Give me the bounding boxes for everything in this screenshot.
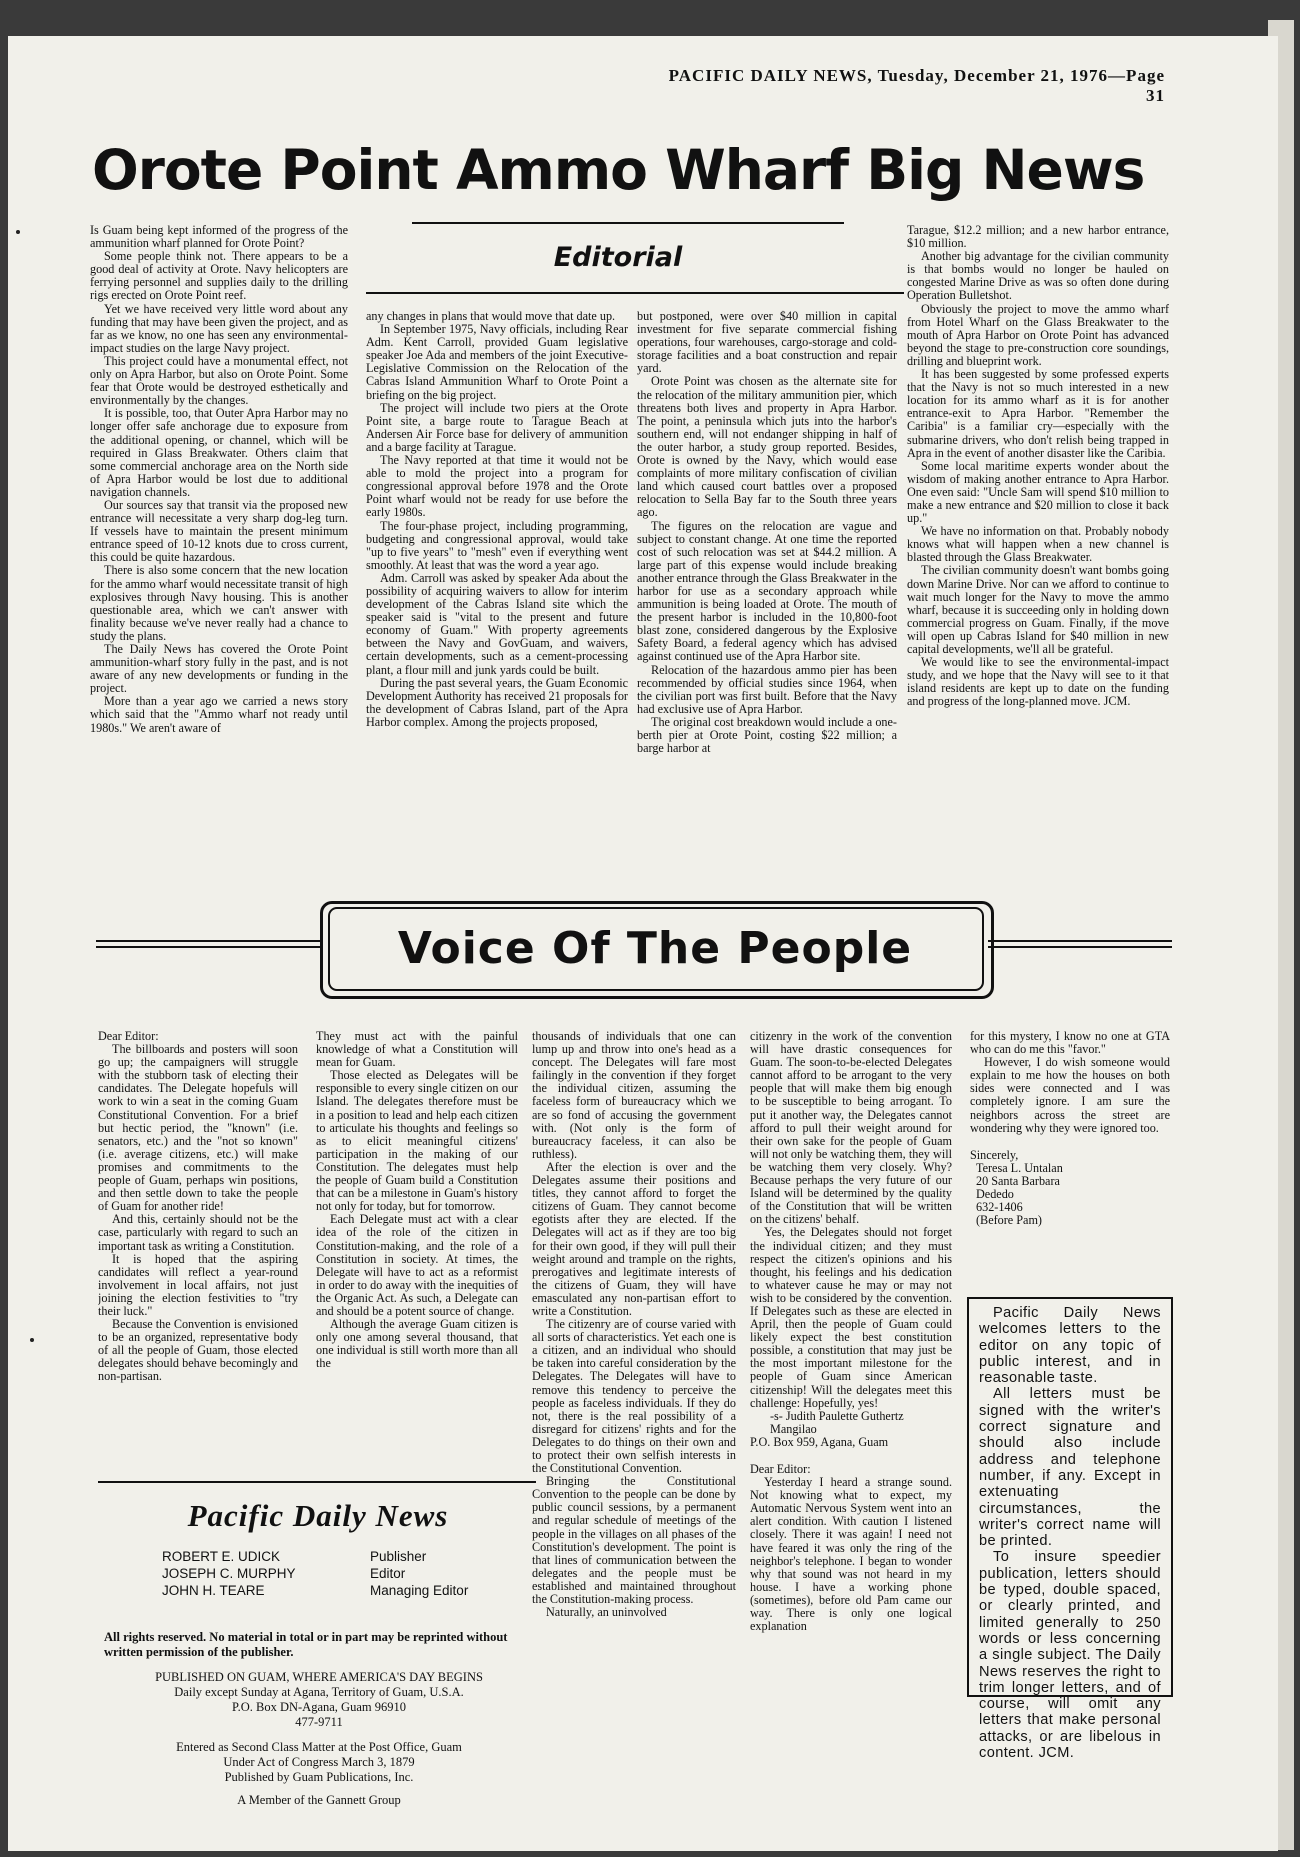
editorial-column-1	[90, 224, 348, 876]
paragraph: It has been suggested by some professed experts that the Navy is not so much interested in a new location for its ammo wharf as it is for another entrance-exit to Apra Harbor. "Remember the Caribia" is a familiar cry—especially with the submarine drivers, who don't relish being trapped in Apra in the event of another disaster like the Caribia.	[907, 367, 1169, 460]
letters-column-2	[316, 1030, 518, 1470]
print-speck	[16, 230, 20, 234]
letters-column-5	[970, 1030, 1170, 1290]
editorial-column-2	[366, 310, 628, 876]
publisher-line: Published by Guam Publications, Inc.	[224, 1770, 414, 1784]
signature: Teresa L. Untalan	[976, 1160, 1063, 1175]
paragraph: We have no information on that. Probably nobody knows what will happen when a new channel is blasted through the Glass Breakwater.	[907, 524, 1169, 565]
signature-phone: 632-1406	[976, 1200, 1023, 1215]
paragraph: citizenry in the work of the convention will have drastic consequences for Guam. The soon-to-be-elected Delegates cannot afford to be arrogant to the very people that will make them big enough to be susceptible to being arrogant. To put it another way, the Delegates cannot afford to pull their weight around for their own sake for the people of Guam will not only be watching them, they will be watching them very closely. Why? Because perhaps the very future of our Island will be determined by the quality of the Constitution that will be written on the citizens' behalf.	[750, 1030, 952, 1227]
staff-name: JOSEPH C. MURPHY	[162, 1566, 296, 1581]
published-line: PUBLISHED ON GUAM, WHERE AMERICA'S DAY BEGINS	[155, 1670, 483, 1684]
paragraph: The Daily News has covered the Orote Point ammunition-wharf story fully in the past, and is not aware of any new developments or funding in the project.	[90, 642, 348, 696]
staff-name: JOHN H. TEARE	[162, 1583, 265, 1598]
letters-column-1	[98, 1030, 298, 1470]
signature: -s- Judith Paulette Guthertz	[770, 1408, 904, 1423]
po-box-line: P.O. Box DN-Agana, Guam 96910	[232, 1700, 406, 1714]
paragraph: The citizenry are of course varied with all sorts of characteristics. Yet each one is a citizen, and an individual who should be taken into careful consideration by the Delegates. The Delegates will have to remove this tendency to perceive the people as faceless individuals. If they do not, there is the real possibility of a disregard for citizens' rights and for the Delegates to do things on their own and to protect their own selfish interests in the Constitutional Convention.	[532, 1317, 736, 1476]
signature-town: Mangilao	[770, 1421, 817, 1436]
paragraph: There is also some concern that the new location for the ammo wharf would necessitate transit of high explosives through Navy housing. This is another questionable area, which we can't answer with finality because we've never really had a chance to study the plans.	[90, 563, 348, 643]
member-line: A Member of the Gannett Group	[237, 1793, 401, 1807]
paragraph: More than a year ago we carried a news story which said that the "Ammo wharf not ready until 1980s." We aren't aware of	[90, 694, 348, 735]
paragraph: Orote Point was chosen as the alternate site for the relocation of the military ammunition pier, which threatens both lives and property in Apra Harbor. The point, a peninsula which juts into the harbor's southern end, will not endanger shipping in half of the outer harbor, a study group reported. Besides, Orote is owned by the Navy, which would ease complaints of more military confiscation of civilian land which caused court battles over a proposed relocation to Sella Bay far to the South three years ago.	[637, 374, 897, 520]
paragraph: Although the average Guam citizen is only one among several thousand, that one individual is still worth more than all the	[316, 1317, 518, 1371]
paragraph: This project could have a monumental effect, not only on Apra Harbor, but also on Orote Point. Some fear that Orote would be destroyed esthetically and environmentally by the changes.	[90, 353, 348, 408]
policy-paragraph: Pacific Daily News welcomes letters to the editor on any topic of public interest, and in reasonable taste.	[979, 1305, 1161, 1387]
paragraph: Each Delegate must act with a clear idea of the role of the citizen in Constitution-making, and the role of a Constitution in society. At times, the Delegate will have to act as a reformist in order to do away with the inequities of the Organic Act. As such, a Delegate can and should be a potent source of change.	[316, 1212, 518, 1318]
letters-column-3	[532, 1030, 736, 1800]
paragraph: However, I do wish someone would explain to me how the houses on both sides were connected and I was completely ignore. I am sure the neighbors across the street are wondering why they were ignored too.	[970, 1055, 1170, 1135]
signature-address: 20 Santa Barbara	[976, 1173, 1060, 1188]
policy-paragraph: All letters must be signed with the writer's correct signature and should also include address and telephone number, if any. Except in extenuating circumstances, the writer's correct name will be printed.	[979, 1386, 1161, 1550]
paragraph: thousands of individuals that one can lump up and throw into one's head as a concept. The Delegates will fare most failingly in the convention if they forget the individual citizen, assuming the faceless form of bureaucracy which we are so fond of accusing the government with. (Not only is the form of bureaucracy faceless, it can also be ruthless).	[532, 1030, 736, 1161]
policy-paragraph: To insure speedier publication, letters should be typed, double spaced, or clearly printed, and limited generally to 250 words or less concerning a single subject. The Daily News reserves the right to trim longer letters, and of course, will omit any letters that make personal attacks, or are libelous in content. JCM.	[979, 1549, 1161, 1762]
editorial-column-3	[637, 310, 897, 876]
phone-line: 477-9711	[295, 1715, 343, 1729]
paragraph: Bringing the Constitutional Convention to the people can be done by public council sessions, by a permanent and regular schedule of meetings of the people in the villages on all phases of the Constitution's development. The point is that lines of communication between the delegates and the people must be established and maintained throughout the Constitution-making process.	[532, 1474, 736, 1607]
staff-row	[162, 1548, 502, 1565]
editorial-rule-top	[412, 222, 844, 224]
banner-line-left-2	[96, 946, 320, 948]
paragraph: Naturally, an uninvolved	[546, 1605, 667, 1620]
paragraph: After the election is over and the Delegates assume their positions and titles, they cannot afford to forget the citizens of Guam. They cannot become egotists after they are elected. If the Delegates will act as if they are too big for their own good, if they will pull their weight around and trample on the rights, prerogatives and legitimate interests of the citizens of Guam, they will have emasculated any non-partisan effort to write a Constitution.	[532, 1159, 736, 1318]
banner-line-right-2	[988, 946, 1172, 948]
paragraph: any changes in plans that would move that date up.	[366, 310, 616, 323]
staff-row	[162, 1565, 502, 1582]
rights-notice: All rights reserved. No material in total or in part may be reprinted without written permission of the publisher.	[104, 1630, 508, 1659]
masthead-rule	[98, 1481, 536, 1491]
paragraph: It is hoped that the aspiring candidates will reflect a year-round involvement in local affairs, not just joining the election festivities to "try their luck."	[98, 1251, 298, 1318]
entered-line: Entered as Second Class Matter at the Post Office, Guam	[176, 1740, 462, 1754]
paragraph: for this mystery, I know no one at GTA who can do me this "favor."	[970, 1030, 1170, 1057]
signature-note: (Before Pam)	[976, 1213, 1042, 1228]
paragraph: They must act with the painful knowledge of what a Constitution will mean for Guam.	[316, 1030, 518, 1070]
paragraph: Yesterday I heard a strange sound. Not knowing what to expect, my Automatic Nervous System went into an alert condition. With caution I listened closely. There it was again! I need not have feared it was only the ring of the neighbor's telephone. I began to wonder why that sound was not heard in my house. I have a working phone (sometimes), before old Pam came our way. There is only one logical explanation	[750, 1475, 952, 1634]
paragraph: Another big advantage for the civilian community is that bombs would no longer be hauled on congested Marine Drive as was so often done during Operation Bulletshot.	[907, 249, 1169, 303]
editorial-label: Editorial	[553, 242, 683, 273]
staff-row	[162, 1582, 502, 1599]
paragraph: Some local maritime experts wonder about the wisdom of making another entrance to Apra Harbor. One even said: "Uncle Sam will spend $10 million to make a new entrance and $20 million to close it back up."	[907, 458, 1169, 526]
paragraph: And this, certainly should not be the case, particularly with regard to such an important task as writing a Constitution.	[98, 1212, 298, 1253]
paragraph: The four-phase project, including programming, budgeting and congressional approval, would take "up to five years" to "mesh" even if everything went smoothly. At least that was the word a year ago.	[366, 518, 628, 572]
letters-policy-box	[967, 1297, 1173, 1762]
paragraph: Our sources say that transit via the proposed new entrance will necessitate a very sharp dog-leg turn. If vessels have to maintain the present minimum entrance speed of 10-12 knots due to cross current, this could be quite hazardous.	[90, 497, 348, 565]
editorial-column-4	[907, 224, 1169, 876]
section-title: Voice Of The People	[397, 923, 913, 974]
paragraph: The billboards and posters will soon go up; the campaigners will struggle with the stubborn task of electing their candidates. The Delegate hopefuls will work to win a seat in the coming Guam Constitutional Convention. For a brief but hectic period, the "known" (i.e. senators, etc.) and the "not so known" (i.e. average citizens, etc.) will make promises and commitments to the people of Guam, perhaps win positions, and then settle down to take the people of Guam for another ride!	[98, 1042, 298, 1214]
paragraph: Yet we have received very little word about any funding that may have been given the project, and as far as we know, no one has seen any environmental-impact studies on the large Navy project.	[90, 301, 348, 355]
act-line: Under Act of Congress March 3, 1879	[223, 1755, 415, 1769]
salutation: Dear Editor:	[750, 1462, 811, 1476]
masthead-footer	[104, 1630, 534, 1808]
staff-list	[162, 1548, 502, 1599]
paragraph: It is possible, too, that Outer Apra Harbor may no longer offer safe anchorage due to exposure from the additional opening, or channel, which will be required in Glass Breakwater. Others claim that some commercial anchorage area on the North side of Apra Harbor would be lost due to additional navigation channels.	[90, 406, 348, 499]
staff-role: Managing Editor	[370, 1583, 469, 1598]
paragraph: The project will include two piers at the Orote Point site, a barge route to Tarague Beach at Andersen Air Force base for delivery of ammunition and a barge facility at Tarague.	[366, 400, 628, 454]
paragraph: In September 1975, Navy officials, including Rear Adm. Kent Carroll, provided Guam legislative speaker Joe Ada and members of the joint Executive-Legislative Commission on the Relocation of the Cabras Island Ammunition Wharf to Orote Point a briefing on the big project.	[366, 322, 628, 402]
editorial-rule-bottom	[366, 292, 904, 294]
paragraph: Is Guam being kept informed of the progress of the ammunition wharf planned for Orote Point?	[90, 224, 348, 251]
paragraph: Those elected as Delegates will be responsible to every single citizen on our Island. The delegates therefore must be in a position to lead and help each citizen to articulate his thoughts and feelings so as to elicit meaningful citizens' participation in the making of our Constitution. The delegates must help the people of Guam build a Constitution that can be a milestone in Guam's history not only for today, but for tomorrow.	[316, 1068, 518, 1214]
headline: Orote Point Ammo Wharf Big News	[92, 138, 1145, 202]
paragraph: The Navy reported at that time it would not be able to mold the project into a program for congressional approval before 1978 and the Orote Point wharf would not be ready for use before the early 1980s.	[366, 453, 628, 520]
paragraph: Because the Convention is envisioned to be an organized, representative body of all the people of Guam, those elected delegates should behave becomingly and non-partisan.	[98, 1317, 298, 1384]
closing: Sincerely,	[970, 1147, 1019, 1162]
paragraph: Yes, the Delegates should not forget the individual citizen; and they must respect the citizen's opinions and his thought, his feelings and his dedication to whatever cause he may or may not wish to be considered by the convention. If Delegates such as these are elected in April, then the people of Guam could likely expect the best constitution possible, a constitution that may just be the most important milestone for the people of Guam since American citizenship! Will the delegates meet this challenge: Hopefully, yes!	[750, 1225, 952, 1410]
paragraph: but postponed, were over $40 million in capital investment for five separate commercial fishing operations, four warehouses, cargo-storage and cold-storage facilities and a boat construction and repair yard.	[637, 310, 897, 376]
paragraph: Adm. Carroll was asked by speaker Ada about the possibility of acquiring waivers to allow for interim development of the Cabras Island site which the speaker said is "vital to the present and future economy of Guam." With property agreements between the Navy and GovGuam, and waivers, certain developments, such as a cement-processing plant, a flour mill and junk yards could be built.	[366, 570, 628, 677]
paragraph: We would like to see the environmental-impact study, and we hope that the Navy will see to it that island residents are kept up to date on the funding and progress of the long-planned move. JCM.	[907, 655, 1169, 709]
paragraph: The civilian community doesn't want bombs going down Marine Drive. Nor can we afford to continue to wait much longer for the Navy to move the ammo wharf, because it is succeeding only in holding down commercial progress on Guam. Finally, if the move will open up Cabras Island for $40 million in new capital developments, we'll all be grateful.	[907, 563, 1169, 656]
paragraph: Obviously the project to move the ammo wharf from Hotel Wharf on the Glass Breakwater to the mouth of Apra Harbor on Orote Point has advanced beyond the stage to pre-construction core soundings, drilling and blueprint work.	[907, 301, 1169, 368]
salutation: Dear Editor:	[98, 1030, 159, 1043]
banner-line-left	[96, 940, 320, 942]
staff-role: Editor	[370, 1566, 406, 1581]
paragraph: Some people think not. There appears to be a good deal of activity at Orote. Navy helicopters are ferrying personnel and supplies daily to the drilling rigs erected on Orote Point reef.	[90, 249, 348, 303]
paragraph: Relocation of the hazardous ammo pier has been recommended by official studies since 1964, when the civilian port was first built. Before that the Navy had exclusive use of Apra Harbor.	[637, 662, 897, 716]
signature-town: Dededo	[976, 1187, 1014, 1202]
daily-line: Daily except Sunday at Agana, Territory of Guam, U.S.A.	[174, 1685, 464, 1699]
paragraph: The figures on the relocation are vague and subject to constant change. At one time the reported cost of such relocation was set at $44.2 million. A large part of this expense would include breaking another entrance through the Glass Breakwater in the harbor for use as a secondary approach while ammunition is being loaded at Orote. The mouth of the present harbor is included in the 10,800-foot blast zone, considered dangerous by the Explosive Safety Board, a federal agency which has advised against continued use of the Apra Harbor site.	[637, 518, 897, 664]
paragraph: Tarague, $12.2 million; and a new harbor entrance, $10 million.	[907, 224, 1169, 251]
banner-line-right	[988, 940, 1172, 942]
print-speck	[30, 1338, 34, 1342]
folio-line: PACIFIC DAILY NEWS, Tuesday, December 21, 1976—Page 31	[668, 66, 1165, 105]
letters-column-4	[750, 1030, 952, 1800]
staff-role: Publisher	[370, 1549, 427, 1564]
masthead-title: Pacific Daily News	[187, 1498, 449, 1533]
signature-address: P.O. Box 959, Agana, Guam	[750, 1434, 889, 1449]
paragraph: During the past several years, the Guam Economic Development Authority has received 21 proposals for the development of Cabras Island, part of the Apra Harbor complex. Among the projects proposed,	[366, 675, 628, 729]
paragraph: The original cost breakdown would include a one-berth pier at Orote Point, costing $22 million; a barge harbor at	[637, 714, 897, 756]
staff-name: ROBERT E. UDICK	[162, 1549, 281, 1564]
